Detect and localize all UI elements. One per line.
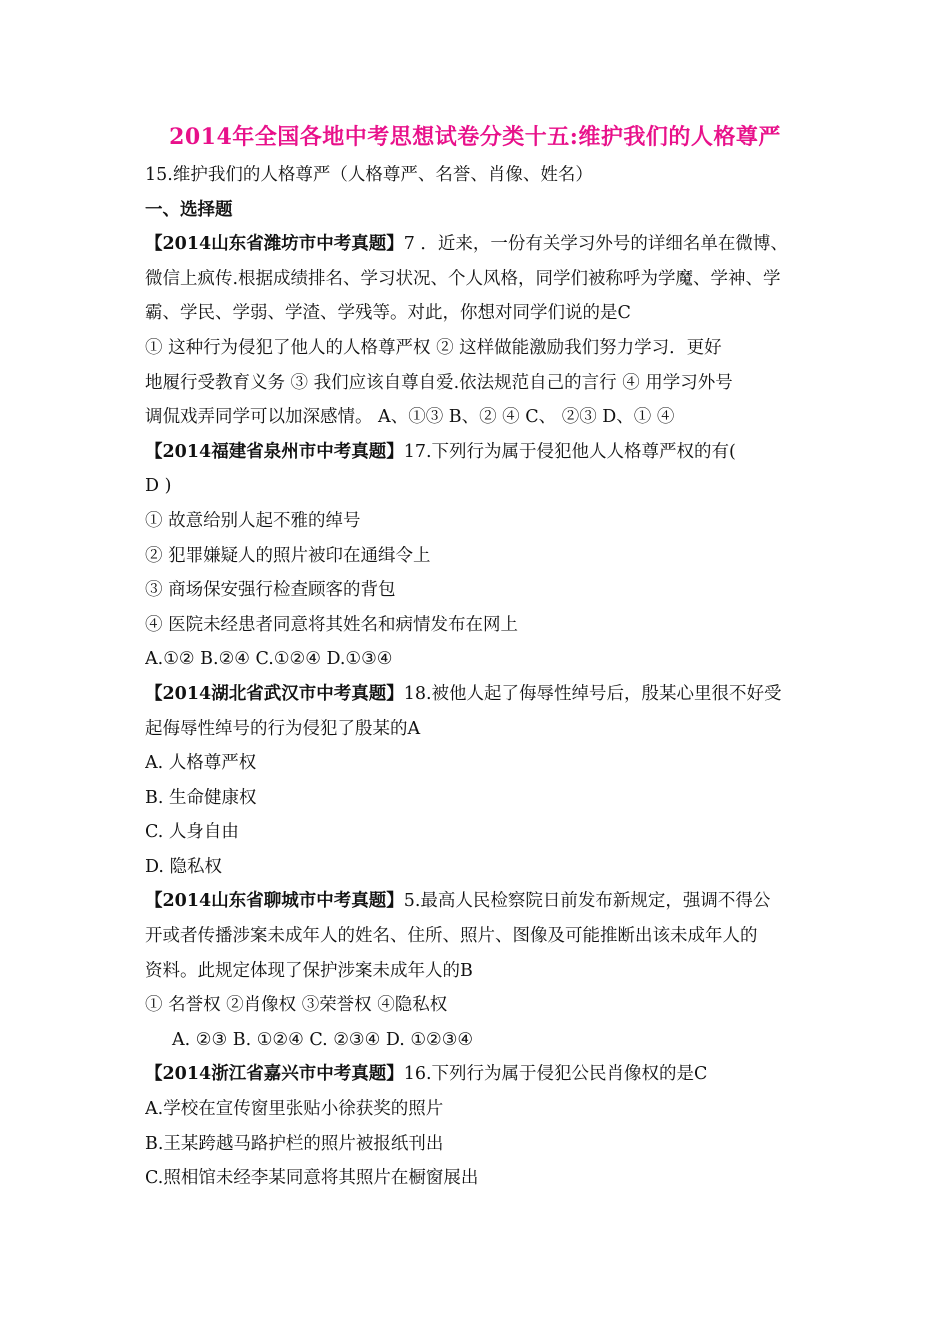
question-1-line-1: [145, 227, 815, 262]
question-3-option-c: C. 人身自由: [145, 822, 239, 843]
question-4-line-2: 开或者传播涉案未成年人的姓名、住所、照片、图像及可能推断出该未成年人的: [145, 926, 758, 947]
question-1-stem: 7 ．近来，一份有关学习外号的详细名单在微博、: [403, 234, 788, 255]
question-1-line-5: 地履行受教育义务 ③ 我们应该自尊自爱.依法规范自己的言行 ④ 用学习外号: [145, 372, 733, 393]
question-5-line-1: [145, 1057, 815, 1092]
question-2-answer: D ): [145, 476, 172, 497]
question-3-source: 【2014湖北省武汉市中考真题】: [145, 683, 404, 704]
subtitle: 15.维护我们的人格尊严（人格尊严、名誉、肖像、姓名）: [145, 165, 593, 185]
question-3-line-2: 起侮辱性绰号的行为侵犯了殷某的A: [145, 718, 421, 739]
question-5-option-a: A.学校在宣传窗里张贴小徐获奖的照片: [145, 1099, 444, 1120]
section-heading: 一、选择题: [145, 199, 233, 220]
question-3-stem: 18.被他人起了侮辱性绰号后，殷某心里很不好受: [403, 683, 782, 704]
question-1-line-6: 调侃戏弄同学可以加深感情。 A、①③ B、② ④ C、 ②③ D、① ④: [145, 407, 675, 428]
question-5-source: 【2014浙江省嘉兴市中考真题】: [145, 1064, 404, 1085]
question-3-option-a: A. 人格尊严权: [145, 753, 257, 774]
question-1-source: 【2014山东省潍坊市中考真题】: [145, 234, 404, 255]
question-4-items: ① 名誉权 ②肖像权 ③荣誉权 ④隐私权: [145, 995, 448, 1016]
question-2-item-4: ④ 医院未经患者同意将其姓名和病情发布在网上: [145, 614, 519, 635]
question-1-line-2: 微信上疯传.根据成绩排名、学习状况、个人风格，同学们被称呼为学魔、学神、学: [145, 268, 781, 289]
question-2-item-1: ① 故意给别人起不雅的绰号: [145, 510, 361, 531]
question-1-line-3: 霸、学民、学弱、学渣、学残等。对此，你想对同学们说的是C: [145, 303, 631, 324]
question-2-item-2: ② 犯罪嫌疑人的照片被印在通缉令上: [145, 545, 431, 566]
question-2-source: 【2014福建省泉州市中考真题】: [145, 441, 404, 462]
question-3-line-1: [145, 677, 815, 712]
question-2-options: A.①② B.②④ C.①②④ D.①③④: [145, 649, 393, 670]
question-2-stem: 17.下列行为属于侵犯他人人格尊严权的有(: [403, 441, 736, 462]
question-5-stem: 16.下列行为属于侵犯公民肖像权的是C: [403, 1064, 708, 1085]
question-4-source: 【2014山东省聊城市中考真题】: [145, 891, 404, 912]
question-2-line-1: [145, 435, 815, 470]
question-4-line-1: [145, 884, 815, 919]
question-3-option-d: D. 隐私权: [145, 856, 223, 877]
document-title: 2014年全国各地中考思想试卷分类十五:维护我们的人格尊严: [169, 124, 781, 150]
document-body: [145, 158, 815, 1196]
question-2-item-3: ③ 商场保安强行检查顾客的背包: [145, 580, 396, 601]
question-5-option-b: B.王某跨越马路护栏的照片被报纸刊出: [145, 1133, 444, 1154]
question-5-option-c: C.照相馆未经李某同意将其照片在橱窗展出: [145, 1168, 479, 1189]
question-4-options: A. ②③ B. ①②④ C. ②③④ D. ①②③④: [172, 1029, 474, 1050]
question-4-stem: 5.最高人民检察院日前发布新规定，强调不得公: [403, 891, 771, 912]
question-4-line-3: 资料。此规定体现了保护涉案未成年人的B: [145, 960, 473, 981]
question-1-line-4: ① 这种行为侵犯了他人的人格尊严权 ② 这样做能激励我们努力学习．更好: [145, 337, 722, 358]
question-3-option-b: B. 生命健康权: [145, 787, 257, 808]
